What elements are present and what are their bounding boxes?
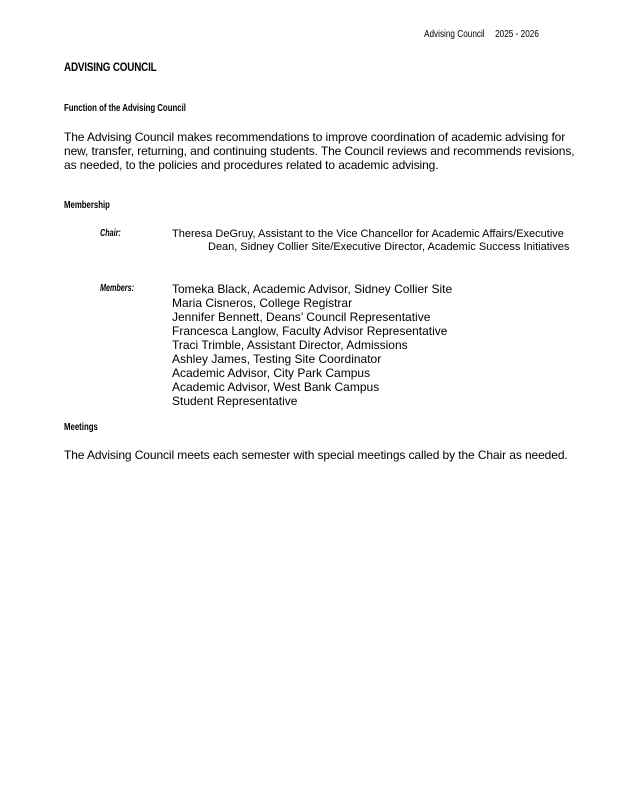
document-title: ADVISING COUNCIL	[64, 60, 157, 74]
meetings-heading: Meetings	[64, 422, 98, 433]
member-item: Tomeka Black, Academic Advisor, Sidney Collier Site	[172, 282, 453, 296]
membership-heading: Membership	[64, 200, 110, 211]
members-label: Members:	[100, 283, 135, 294]
member-item: Maria Cisneros, College Registrar	[172, 296, 353, 310]
function-paragraph: The Advising Council makes recommendations to improve coordination of academic advising for new, transfer, returning, and continuing students. The Council reviews and recommends revisions, as needed, to the policies and procedures related to academic advising.	[64, 130, 575, 172]
member-item: Student Representative	[172, 394, 298, 408]
meetings-paragraph: The Advising Council meets each semester with special meetings called by the Chair as needed.	[64, 448, 568, 462]
function-heading: Function of the Advising Council	[64, 103, 186, 114]
member-item: Jennifer Bennett, Deans’ Council Representative	[172, 310, 431, 324]
member-item: Ashley James, Testing Site Coordinator	[172, 352, 382, 366]
chair-entry-line-2: Dean, Sidney Collier Site/Executive Director, Academic Success Initiatives	[208, 241, 570, 253]
members-list	[172, 282, 452, 408]
chair-label: Chair:	[100, 228, 121, 239]
running-header-title: Advising Council	[424, 29, 485, 40]
member-item: Academic Advisor, West Bank Campus	[172, 380, 380, 394]
member-item: Academic Advisor, City Park Campus	[172, 366, 371, 380]
member-item: Traci Trimble, Assistant Director, Admissions	[172, 338, 408, 352]
running-header	[424, 29, 539, 40]
chair-entry-line-1: Theresa DeGruy, Assistant to the Vice Chancellor for Academic Affairs/Executive	[172, 228, 564, 240]
chair-entry	[172, 228, 582, 254]
member-item: Francesca Langlow, Faculty Advisor Representative	[172, 324, 448, 338]
running-header-years: 2025 - 2026	[495, 29, 539, 40]
